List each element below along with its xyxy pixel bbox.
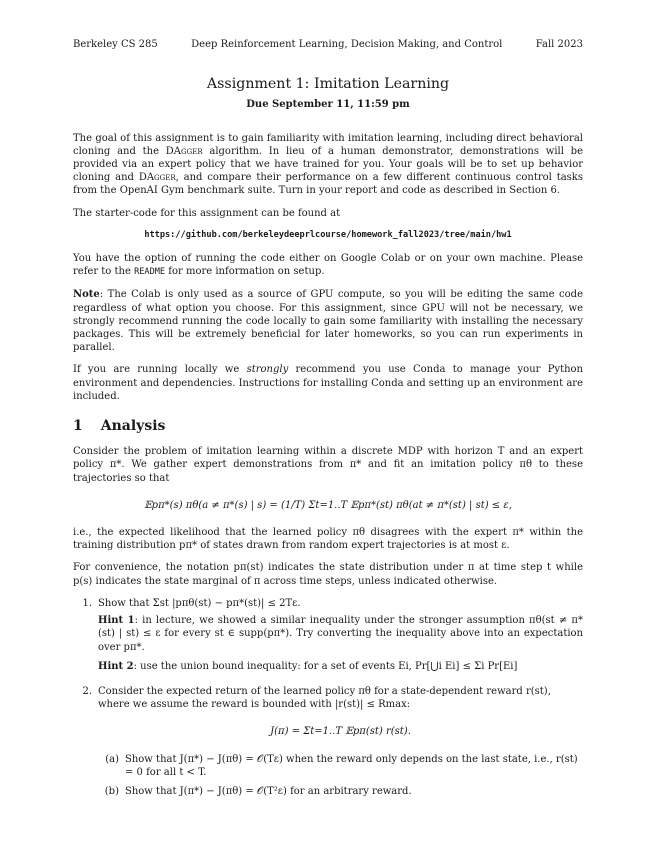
section-heading <box>73 420 583 433</box>
subitem-a: (a) Show that J(π*) − J(πθ) = 𝒪(Tε) when the reward only depends on the last state, i.e., r(st) = 0 for all t < T. <box>105 753 578 778</box>
note-paragraph: Note: The Colab is only used as a source of GPU compute, so you will be editing the same code regardless of what option you choose. For this assignment, since GPU will not be necessary, we strongly recommend running the code locally to gain some familiarity with installing the necessary packages. This will be extremely beneficial for later homeworks, so you can run experiments in parallel. <box>73 289 583 354</box>
hint-2: Hint 2: use the union bound inequality: for a set of events Ei, Pr[⋃i Ei] ≤ Σi Pr[Ei] <box>98 660 518 672</box>
problem-list <box>73 597 583 804</box>
equation-1: 𝔼pπ*(s) πθ(a ≠ π*(s) | s) = (1/T) Σt=1..T 𝔼pπ*(st) πθ(at ≠ π*(st) | st) ≤ ε, <box>144 499 512 511</box>
intro-paragraph: The goal of this assignment is to gain familiarity with imitation learning, including direct behavioral cloning and the DAgger algorithm. In lieu of a human demonstrator, demonstrations will be provided via an expert policy that we have trained for you. Your goals will be to set up behavior cloning and DAgger, and compare their performance on a few different continuous control tasks from the OpenAI Gym benchmark suite. Turn in your report and code as described in Section 6. <box>73 132 583 197</box>
analysis-intro: Consider the problem of imitation learning within a discrete MDP with horizon T and an expert policy π*. We gather expert demonstrations from π* and fit an imitation policy πθ to these trajectories so that <box>73 446 583 484</box>
analysis-notation: For convenience, the notation pπ(st) indicates the state distribution under π at time step t while p(s) indicates the state marginal of π across time steps, unless indicated otherwise. <box>73 562 583 587</box>
conda-paragraph: If you are running locally we strongly recommend you use Conda to manage your Python environment and dependencies. Instructions for installing Conda and setting up an environment are included. <box>73 364 583 402</box>
header-term: Fall 2023 <box>535 39 583 50</box>
assignment-title: Assignment 1: Imitation Learning <box>206 76 450 93</box>
readme-link: README <box>134 267 166 278</box>
list-item: 2. Consider the expected return of the learned policy πθ for a state-dependent reward r(st), where we assume the reward is bounded with |r(st)| ≤ Rmax: J(π) = Σt=1..T 𝔼pπ(st) r(st). (a) Show that J(π*) − J(πθ) = 𝒪(Tε) when the reward only depends on the last state, i.e., r(st) = 0 for all t < T. (b) Show that J(π*) − J(πθ) = 𝒪(T²ε) for an arbitrary reward. <box>73 685 583 804</box>
section-number: 1 <box>73 418 83 435</box>
header-course-title: Deep Reinforcement Learning, Decision Making, and Control <box>191 39 503 50</box>
starter-code-url[interactable]: https://github.com/berkeleydeeprlcourse/homework_fall2023/tree/main/hw1 <box>144 229 512 240</box>
equation-2: J(π) = Σt=1..T 𝔼pπ(st) r(st). <box>270 726 411 738</box>
running-header <box>73 38 583 51</box>
section-title: Analysis <box>100 418 166 435</box>
note-label: Note <box>73 289 100 301</box>
header-course: Berkeley CS 285 <box>73 39 158 50</box>
setup-paragraph: You have the option of running the code either on Google Colab or on your own machine. Please refer to the README for more information on setup. <box>73 253 583 278</box>
due-date: Due September 11, 11:59 pm <box>246 99 410 111</box>
hint-1: Hint 1: in lecture, we showed a similar inequality under the stronger assumption πθ(st ≠ π*(st) | st) ≤ ε for every st ∈ supp(pπ*). Try converting the inequality above into an expectation over pπ*. <box>98 615 583 653</box>
list-item: 1. Show that Σst |pπθ(st) − pπ*(st)| ≤ 2Tε. Hint 1: in lecture, we showed a similar inequality under the stronger assumption πθ(st ≠ π*(st) | st) ≤ ε for every st ∈ supp(pπ*). Try converting the inequality above into an expectation over pπ*. Hint 2: use the union bound inequality: for a set of events Ei, Pr[⋃i Ei] ≤ Σi Pr[Ei] <box>82 597 583 672</box>
analysis-ie: i.e., the expected likelihood that the learned policy πθ disagrees with the expert π* within the training distribution pπ* of states drawn from random expert trajectories is at most ε. <box>73 527 583 552</box>
subitem-b: (b) Show that J(π*) − J(πθ) = 𝒪(T²ε) for an arbitrary reward. <box>104 785 412 797</box>
starter-code-paragraph: The starter-code for this assignment can be found at <box>73 207 341 219</box>
